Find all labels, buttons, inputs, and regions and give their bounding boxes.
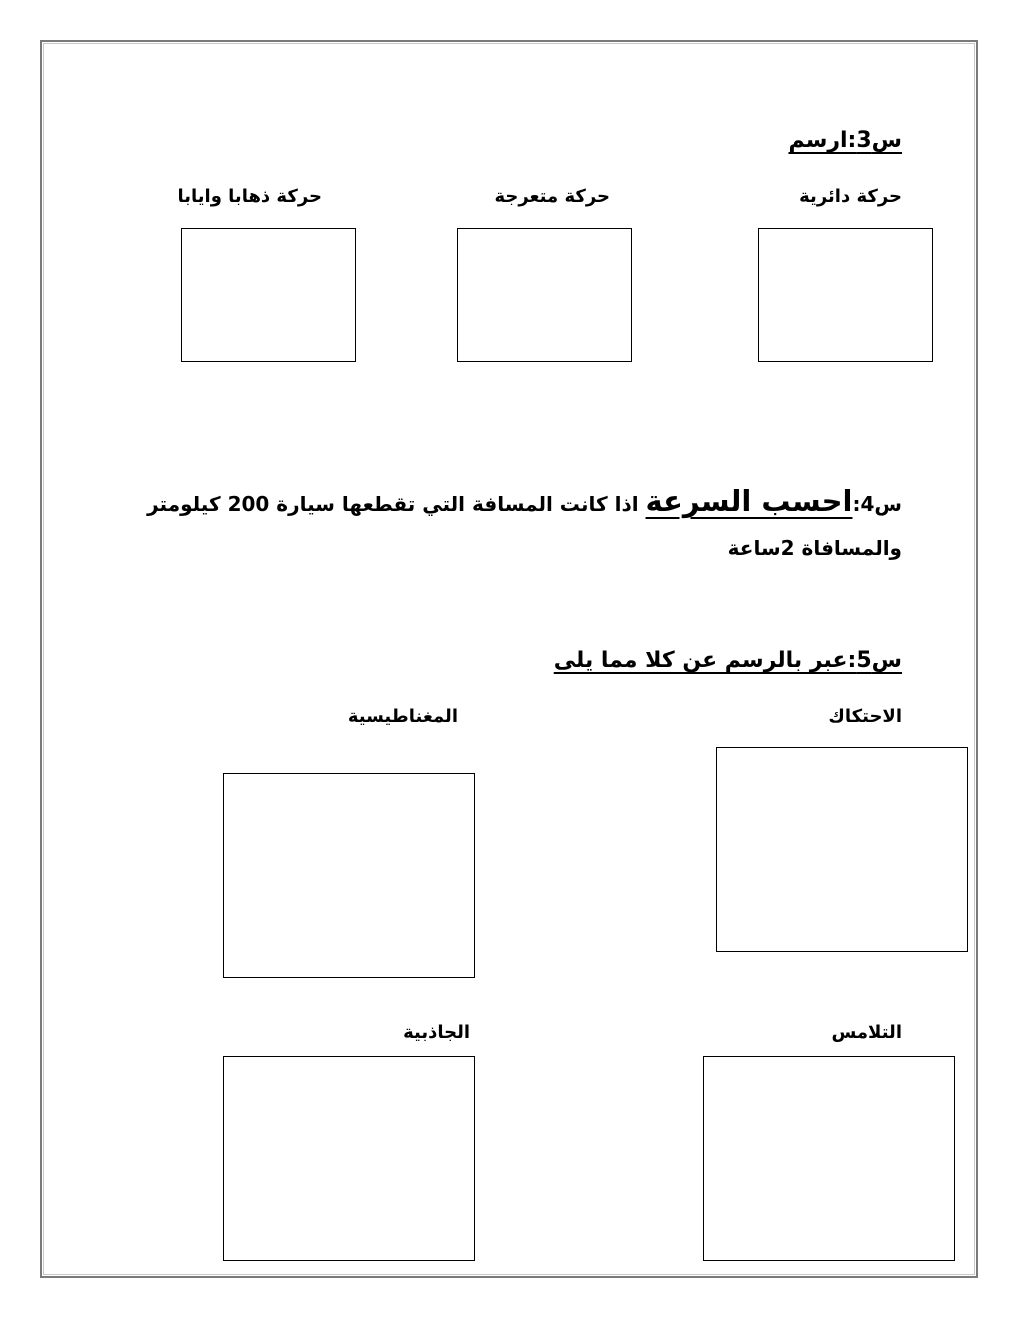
q5-label-contact: التلامس (831, 1022, 902, 1043)
question-4-text: اذا كانت المسافة التي تقطعها سيارة 200 كيلومتر (147, 492, 646, 516)
q3-drawing-box-back-and-forth[interactable] (181, 228, 356, 362)
question-4-prefix: س4: (852, 492, 902, 516)
question-4-line-2: والمسافاة 2ساعة (727, 536, 902, 560)
q3-drawing-box-circular[interactable] (758, 228, 933, 362)
question-5-title: س5:عبر بالرسم عن كلا مما يلى (553, 648, 902, 673)
q5-drawing-box-friction[interactable] (716, 747, 968, 952)
question-3-title: س3:ارسم (788, 128, 902, 153)
q3-label-zigzag-motion: حركة متعرجة (494, 186, 610, 207)
q5-label-magnetism: المغناطيسية (347, 706, 458, 727)
q5-drawing-box-gravity[interactable] (223, 1056, 475, 1261)
q3-label-back-and-forth-motion: حركة ذهابا وايابا (177, 186, 322, 207)
q3-label-circular-motion: حركة دائرية (799, 186, 902, 207)
q5-label-gravity: الجاذبية (403, 1022, 470, 1043)
q5-drawing-box-magnetism[interactable] (223, 773, 475, 978)
q5-label-friction: الاحتكاك (828, 706, 902, 727)
question-4-line-1 (147, 484, 902, 518)
question-4-emphasis: احسب السرعة (645, 484, 853, 518)
q5-drawing-box-contact[interactable] (703, 1056, 955, 1261)
q3-drawing-box-zigzag[interactable] (457, 228, 632, 362)
